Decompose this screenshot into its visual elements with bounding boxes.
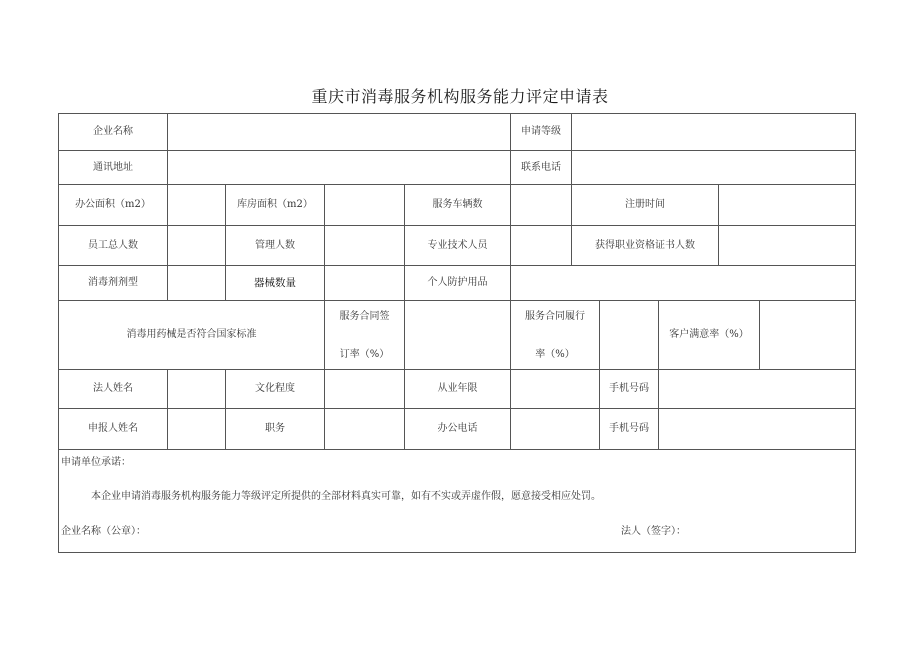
applicant-name-label: 申报人姓名 [58, 408, 167, 449]
office-area-field[interactable] [167, 184, 225, 225]
certified-label: 获得职业资格证书人数 [571, 225, 718, 265]
applicant-mobile-field[interactable] [658, 408, 856, 449]
satisfaction-field[interactable] [759, 300, 856, 369]
company-name-label: 企业名称 [58, 113, 167, 150]
contract-sign-rate-line2: 订率（%） [339, 349, 390, 360]
table-right-border [855, 113, 856, 552]
pledge-section [58, 449, 856, 552]
legal-name-field[interactable] [167, 369, 225, 408]
contract-sign-rate-field[interactable] [404, 300, 510, 369]
technicians-label: 专业技术人员 [404, 225, 510, 265]
years-label: 从业年限 [404, 369, 510, 408]
legal-mobile-field[interactable] [658, 369, 856, 408]
position-field[interactable] [324, 408, 404, 449]
managers-field[interactable] [324, 225, 404, 265]
warehouse-area-label: 库房面积（m2） [225, 184, 324, 225]
disinfectant-type-field[interactable] [167, 265, 225, 300]
register-time-field[interactable] [718, 184, 856, 225]
contract-perform-rate-line2: 率（%） [535, 349, 575, 360]
years-field[interactable] [510, 369, 599, 408]
company-name-field[interactable] [167, 113, 510, 150]
contract-sign-rate-label [324, 300, 404, 369]
apply-level-field[interactable] [571, 113, 856, 150]
technicians-field[interactable] [510, 225, 571, 265]
disinfectant-type-label: 消毒剂剂型 [58, 265, 167, 300]
legal-name-label: 法人姓名 [58, 369, 167, 408]
office-phone-label: 办公电话 [404, 408, 510, 449]
contract-perform-rate-line1: 服务合同履行 [525, 311, 585, 322]
office-area-label: 办公面积（m2） [58, 184, 167, 225]
vehicles-label: 服务车辆数 [404, 184, 510, 225]
pledge-label: 申请单位承诺： [61, 457, 131, 468]
contract-perform-rate-field[interactable] [599, 300, 658, 369]
register-time-label: 注册时间 [571, 184, 718, 225]
address-field[interactable] [167, 150, 510, 184]
ppe-label: 个人防护用品 [404, 265, 510, 300]
page-title: 重庆市消毒服务机构服务能力评定申请表 [311, 87, 609, 106]
applicant-name-field[interactable] [167, 408, 225, 449]
meets-standard-label: 消毒用药械是否符合国家标准 [58, 300, 324, 369]
address-label: 通讯地址 [58, 150, 167, 184]
satisfaction-label: 客户满意率（%） [658, 300, 759, 369]
contact-phone-field[interactable] [571, 150, 856, 184]
table-bottom-border [58, 552, 856, 553]
pledge-body: 本企业申请消毒服务机构服务能力等级评定所提供的全部材料真实可靠，如有不实或弄虚作假，愿意接受相应处罚。 [91, 491, 601, 502]
applicant-mobile-label: 手机号码 [599, 408, 658, 449]
equipment-count-label: 器械数量 [225, 265, 324, 300]
contract-sign-rate-line1: 服务合同签 [339, 311, 390, 322]
legal-signature-label: 法人（签字）： [621, 526, 686, 537]
contract-perform-rate-label [510, 300, 599, 369]
education-label: 文化程度 [225, 369, 324, 408]
position-label: 职务 [225, 408, 324, 449]
equipment-count-field[interactable] [324, 265, 404, 300]
education-field[interactable] [324, 369, 404, 408]
ppe-field[interactable] [510, 265, 856, 300]
company-seal-label: 企业名称（公章）： [61, 526, 146, 537]
apply-level-label: 申请等级 [510, 113, 571, 150]
legal-mobile-label: 手机号码 [599, 369, 658, 408]
total-staff-field[interactable] [167, 225, 225, 265]
warehouse-area-field[interactable] [324, 184, 404, 225]
managers-label: 管理人数 [225, 225, 324, 265]
vehicles-field[interactable] [510, 184, 571, 225]
total-staff-label: 员工总人数 [58, 225, 167, 265]
office-phone-field[interactable] [510, 408, 599, 449]
certified-field[interactable] [718, 225, 856, 265]
contact-phone-label: 联系电话 [510, 150, 571, 184]
